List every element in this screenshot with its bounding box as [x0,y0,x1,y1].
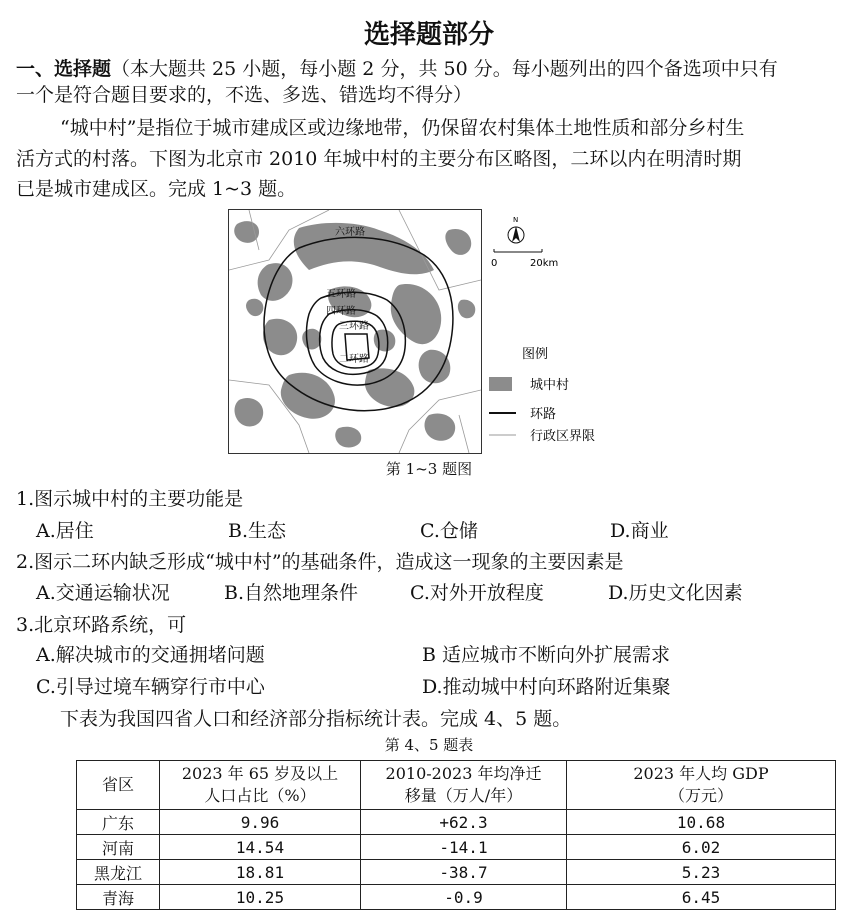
q3-option-a[interactable]: A.解决城市的交通拥堵问题 [36,644,265,666]
legend-title: 图例 [522,347,549,362]
passage2: 下表为我国四省人口和经济部分指标统计表。完成 4、5 题。 [60,708,572,730]
village-patch [391,284,441,344]
q1-option-a[interactable]: A.居住 [36,520,94,542]
beijing-map [228,209,482,454]
map-svg [229,210,481,453]
map-legend-panel [486,214,656,454]
section-heading: 一、选择题 [16,58,112,80]
table-row [77,885,836,910]
header-net-migration-l2: 移量（万人/年） [404,786,523,805]
table-row [77,860,836,885]
ring-label-5: 五环路 [326,289,356,300]
cell-net-migration: +62.3 [361,810,567,835]
ring-label-6: 六环路 [335,227,365,238]
scale-start: 0 [491,258,498,269]
legend-item-village: 城中村 [530,378,570,393]
village-patch [445,229,471,255]
passage1-line3: 已是城市建成区。完成 1~3 题。 [16,178,297,200]
q1-option-d[interactable]: D.商业 [610,520,669,542]
village-patch [235,398,264,426]
cell-gdp: 5.23 [567,860,836,885]
legend-village-swatch [489,377,512,391]
q3-option-d[interactable]: D.推动城中村向环路附近集聚 [422,676,671,698]
cell-elderly-ratio: 10.25 [160,885,361,910]
cell-province: 河南 [77,835,160,860]
cell-province: 广东 [77,810,160,835]
header-gdp-l2: （万元） [668,786,733,805]
q2-option-a[interactable]: A.交通运输状况 [36,582,170,604]
header-elderly-ratio-l2: 人口占比（%） [204,786,316,805]
question-2-stem: 2.图示二环内缺乏形成“城中村”的基础条件，造成这一现象的主要因素是 [16,551,624,573]
north-arrow-icon [508,226,524,243]
table-row [77,835,836,860]
map-caption: 第 1~3 题图 [385,460,473,478]
cell-elderly-ratio: 18.81 [160,860,361,885]
cell-elderly-ratio: 14.54 [160,835,361,860]
page-title: 选择题部分 [363,20,494,50]
header-gdp-l1: 2023 年人均 GDP [633,764,769,783]
cell-net-migration: -0.9 [361,885,567,910]
table-caption: 第 4、5 题表 [384,736,474,754]
table-row [77,810,836,835]
cell-province: 青海 [77,885,160,910]
legend-item-boundary: 行政区界限 [530,429,596,444]
q2-option-c[interactable]: C.对外开放程度 [410,582,544,604]
q2-option-b[interactable]: B.自然地理条件 [224,582,359,604]
village-patch [258,263,293,301]
village-patch [335,427,361,448]
village-patch [234,221,259,243]
village-patch [425,413,456,440]
cell-gdp: 6.45 [567,885,836,910]
section-header [16,54,778,81]
header-net-migration [361,761,567,810]
question-1-stem: 1.图示城中村的主要功能是 [16,488,244,510]
passage1-line1: “城中村”是指位于城市建成区或边缘地带，仍保留农村集体土地性质和部分乡村生 [60,117,745,139]
village-patch [458,300,475,319]
q1-option-c[interactable]: C.仓储 [420,520,478,542]
section-instructions-cont: 一个是符合题目要求的，不选、多选、错选均不得分） [16,84,473,106]
ring-label-4: 四环路 [326,306,356,317]
passage1-line2: 活方式的村落。下图为北京市 2010 年城中村的主要分布区略图，二环以内在明清时期 [16,148,742,170]
cell-elderly-ratio: 9.96 [160,810,361,835]
header-gdp [567,761,836,810]
question-3-stem: 3.北京环路系统，可 [16,614,187,636]
province-stats-table [76,760,836,910]
ring-label-2: 二环路 [339,354,369,365]
header-elderly-ratio [160,761,361,810]
legend-item-ring: 环路 [530,407,557,422]
cell-net-migration: -38.7 [361,860,567,885]
north-label: N [513,216,519,224]
ring-label-3: 三环路 [339,321,369,332]
q2-option-d[interactable]: D.历史文化因素 [608,582,743,604]
scale-end: 20km [530,258,559,269]
cell-gdp: 10.68 [567,810,836,835]
cell-province: 黑龙江 [77,860,160,885]
header-elderly-ratio-l1: 2023 年 65 岁及以上 [181,764,339,783]
scale-bar [494,249,542,252]
village-patch [246,299,263,316]
q3-option-c[interactable]: C.引导过境车辆穿行市中心 [36,676,265,698]
q3-option-b[interactable]: B 适应城市不断向外扩展需求 [422,644,671,666]
cell-gdp: 6.02 [567,835,836,860]
village-patch [302,329,321,350]
header-province: 省区 [77,761,160,810]
table-header-row [77,761,836,810]
legend-svg [486,214,656,454]
village-patch [419,350,451,383]
q1-option-b[interactable]: B.生态 [228,520,287,542]
cell-net-migration: -14.1 [361,835,567,860]
header-net-migration-l1: 2010-2023 年均净迁 [385,764,542,783]
section-instructions: （本大题共 25 小题，每小题 2 分，共 50 分。每小题列出的四个备选项中只有 [111,58,778,80]
